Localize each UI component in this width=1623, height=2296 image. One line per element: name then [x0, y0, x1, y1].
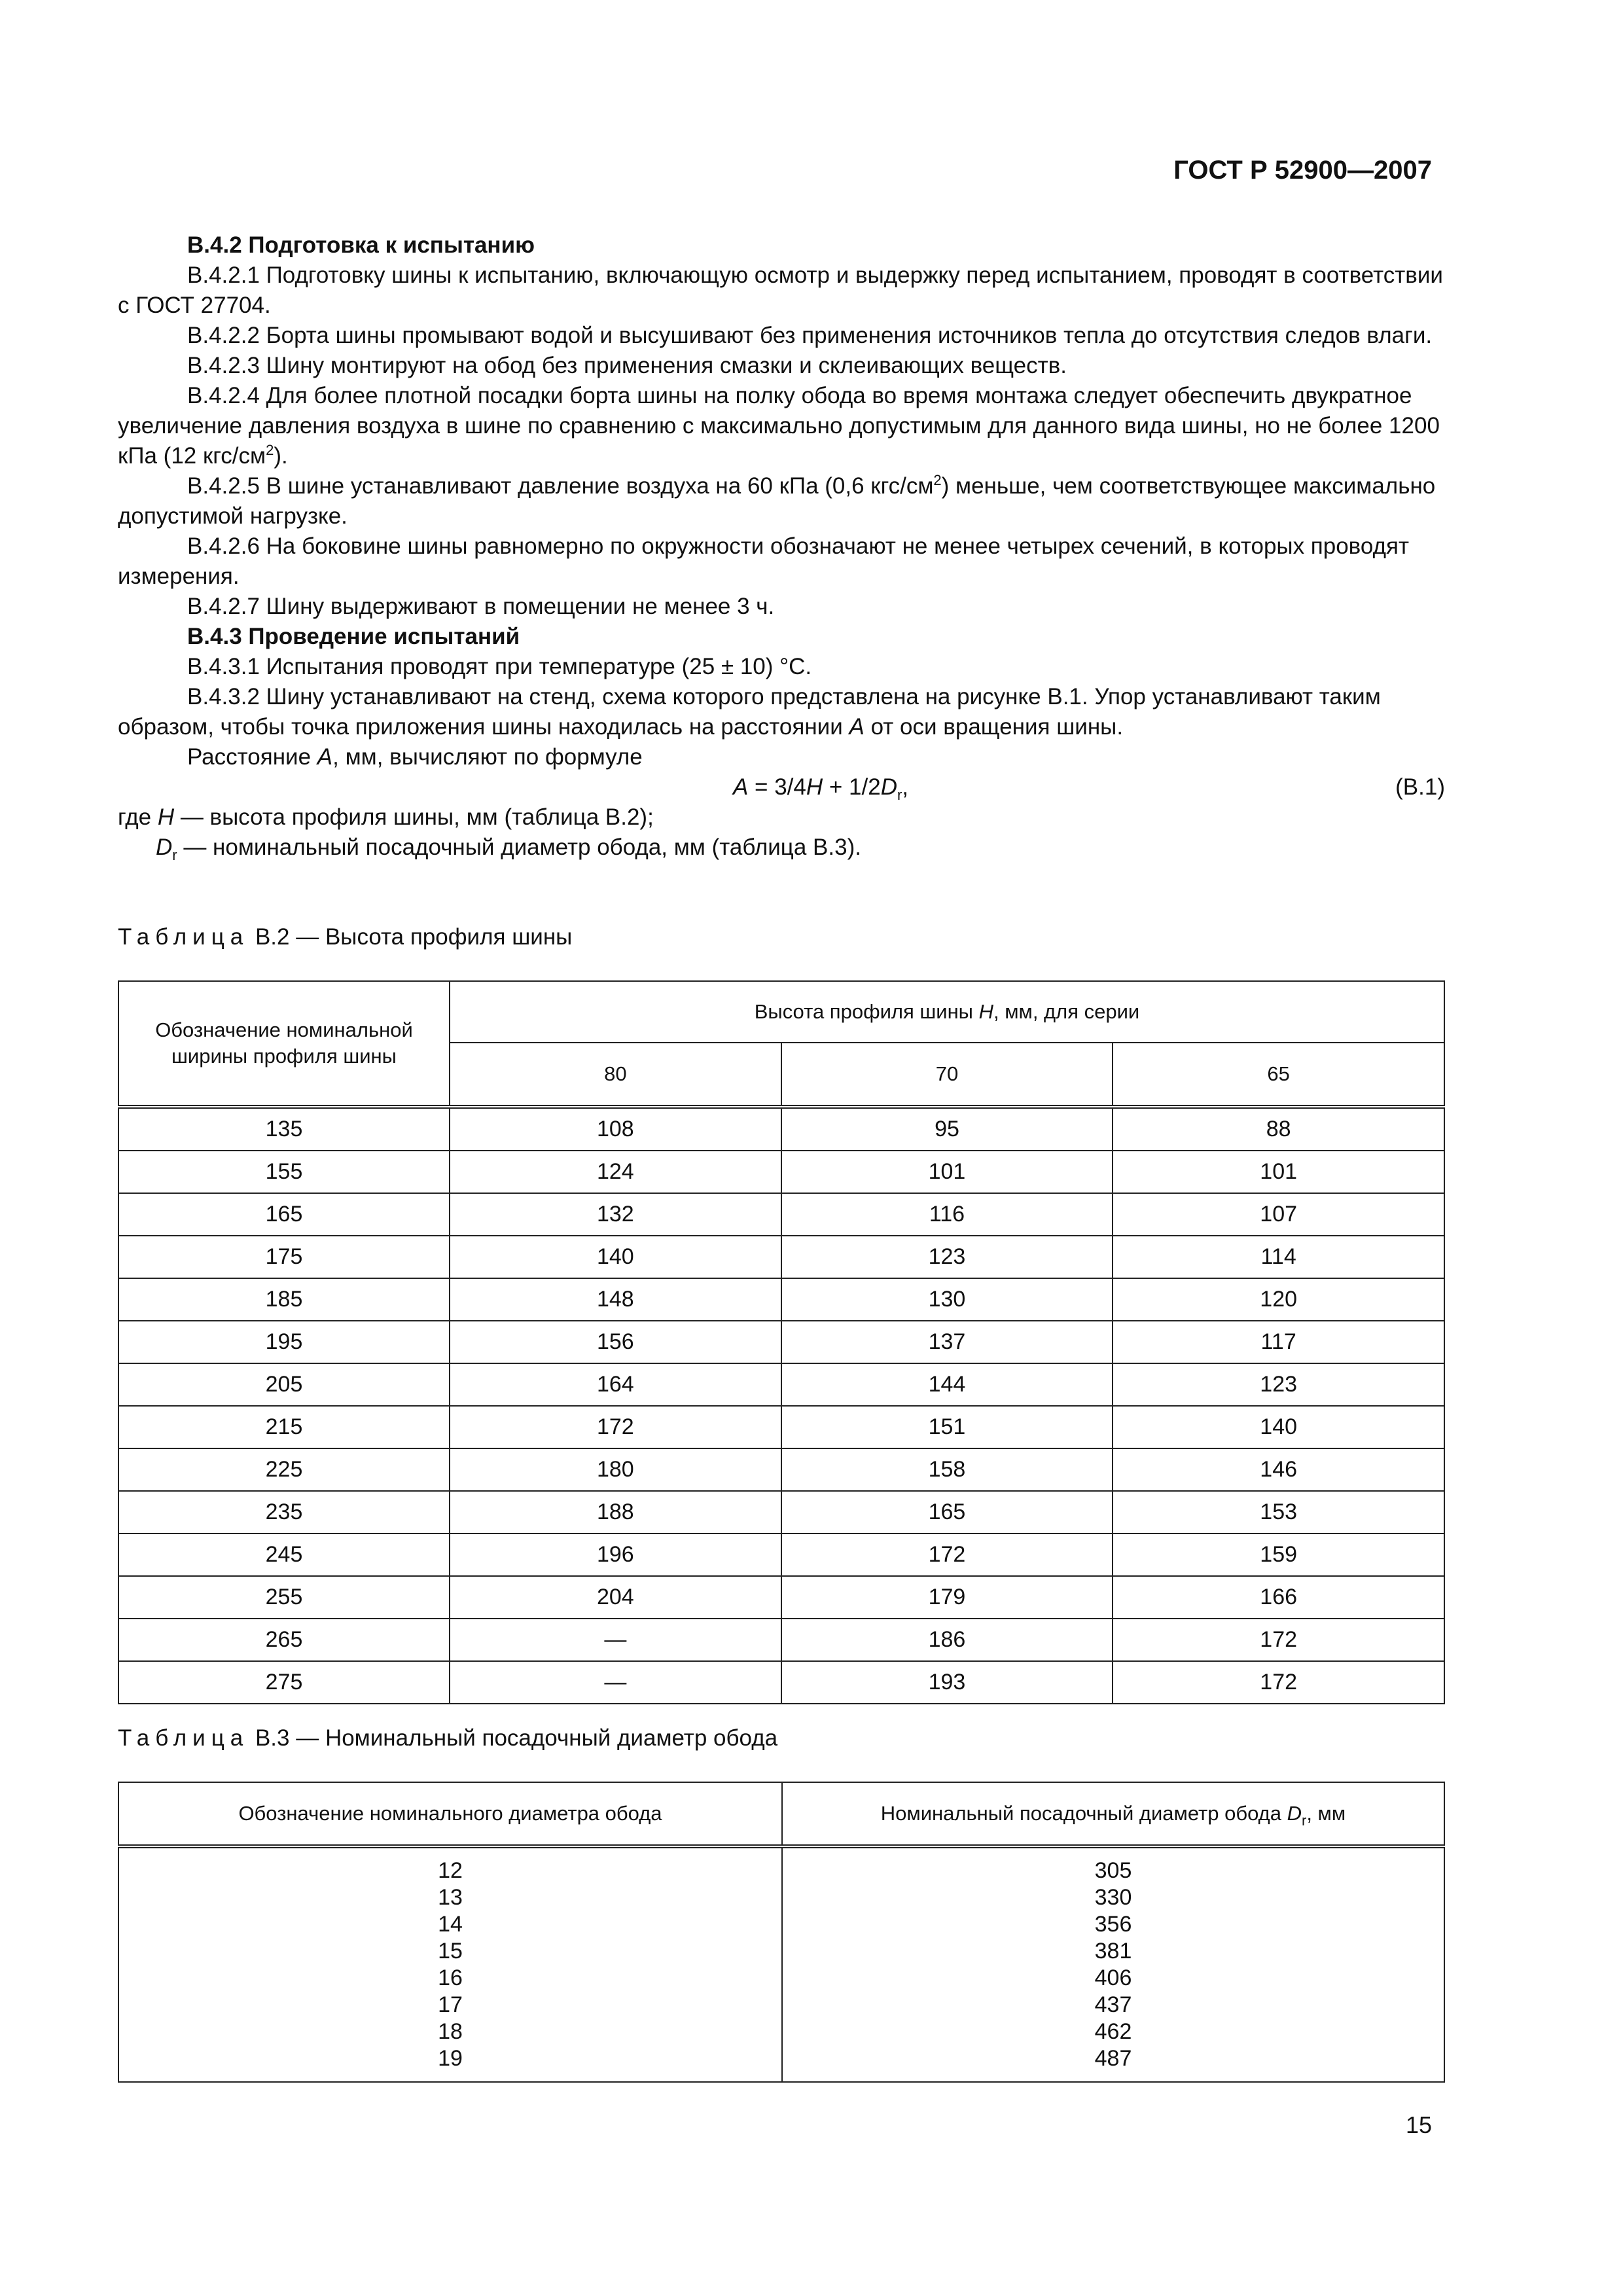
body-text [118, 230, 1445, 863]
table-cell: 166 [1113, 1576, 1444, 1619]
table-label: Таблица [118, 1725, 249, 1751]
paragraph-b425 [118, 471, 1445, 531]
table2-header-height [450, 981, 1444, 1043]
paragraph-b422: В.4.2.2 Борта шины промывают водой и высушивают без применения источников тепла до отсутствия следов влаги. [187, 323, 1433, 348]
table-cell: 172 [781, 1534, 1113, 1576]
paragraph-b425-end: ) меньше, чем соответствующее максимально допустимой нагрузке. [118, 473, 1436, 529]
variable: А [317, 744, 333, 770]
table-row [118, 1661, 1444, 1704]
table-cell: 179 [781, 1576, 1113, 1619]
table-cell: 245 [118, 1534, 450, 1576]
table2-header-width: Обозначение номинальной ширины профиля шины [118, 981, 450, 1107]
table-cell: 165 [118, 1193, 450, 1236]
table-cell: 114 [1113, 1236, 1444, 1278]
table-label: Таблица [118, 924, 249, 950]
table-cell: 196 [450, 1534, 781, 1576]
table-row [118, 1363, 1444, 1406]
variable: D [156, 834, 173, 860]
superscript: 2 [266, 442, 274, 458]
table3-designations: 12 13 14 15 16 17 18 19 [118, 1846, 782, 2082]
paragraph-b432 [118, 682, 1445, 742]
table-row [118, 1619, 1444, 1661]
table3-header-diameter [782, 1782, 1444, 1846]
paragraph-b432-end: от оси вращения шины. [864, 714, 1124, 740]
superscript: 2 [933, 472, 942, 488]
formula-number: (В.1) [1395, 774, 1445, 800]
formula-b1 [118, 772, 1445, 802]
table-cell: 132 [450, 1193, 781, 1236]
table-row [118, 1491, 1444, 1534]
table-cell: 215 [118, 1406, 450, 1448]
table-row [118, 1236, 1444, 1278]
table-cell: 159 [1113, 1534, 1444, 1576]
table2-caption [118, 924, 572, 950]
table-cell: 265 [118, 1619, 450, 1661]
table-cell: 185 [118, 1278, 450, 1321]
table-cell: 108 [450, 1107, 781, 1151]
table-cell: — [450, 1619, 781, 1661]
table-cell: 101 [781, 1151, 1113, 1193]
table3-caption [118, 1725, 777, 1751]
table3-diameters: 305 330 356 381 406 437 462 487 [782, 1846, 1444, 2082]
table-cell: 255 [118, 1576, 450, 1619]
table2-body [118, 1107, 1444, 1704]
page-number: 15 [1405, 2111, 1432, 2138]
subscript: r [1302, 1812, 1307, 1829]
table-row [118, 1193, 1444, 1236]
formula-var-h: Н [806, 774, 823, 800]
table-cell: 180 [450, 1448, 781, 1491]
table2-header-series-70: 70 [781, 1043, 1113, 1107]
table-cell: 146 [1113, 1448, 1444, 1491]
formula-part: , [902, 774, 909, 800]
table-cell: 123 [781, 1236, 1113, 1278]
paragraph-b431: В.4.3.1 Испытания проводят при температуре (25 ± 10) °С. [187, 654, 812, 679]
table-row [118, 1321, 1444, 1363]
table-row [118, 1406, 1444, 1448]
formula-lhs: А [732, 774, 749, 800]
table-row [118, 1576, 1444, 1619]
table-cell: 120 [1113, 1278, 1444, 1321]
table-row [118, 1846, 1444, 2082]
table-cell: 158 [781, 1448, 1113, 1491]
table-cell: 275 [118, 1661, 450, 1704]
table-cell: 140 [450, 1236, 781, 1278]
table-cell: 225 [118, 1448, 450, 1491]
table2-header-series-80: 80 [450, 1043, 781, 1107]
subscript: r [897, 787, 902, 803]
paragraph-b423: В.4.2.3 Шину монтируют на обод без применения смазки и склеивающих веществ. [187, 353, 1067, 378]
header-text: Высота профиля шины [754, 1000, 979, 1023]
header-text: , мм [1306, 1802, 1346, 1825]
table-cell: 135 [118, 1107, 450, 1151]
table-cell: 175 [118, 1236, 450, 1278]
table-cell: 165 [781, 1491, 1113, 1534]
table-cell: 172 [1113, 1619, 1444, 1661]
table-cell: 205 [118, 1363, 450, 1406]
table-cell: 144 [781, 1363, 1113, 1406]
table-row [118, 1151, 1444, 1193]
table-cell: 155 [118, 1151, 450, 1193]
paragraph-distance-text: Расстояние [187, 744, 317, 770]
table3-header-designation: Обозначение номинального диаметра обода [118, 1782, 782, 1846]
table-cell: 156 [450, 1321, 781, 1363]
paragraph-b424 [118, 381, 1445, 471]
table-caption-text: В.2 — Высота профиля шины [249, 924, 573, 950]
table-cell: 193 [781, 1661, 1113, 1704]
variable: Н [157, 804, 175, 830]
table-cell: 137 [781, 1321, 1113, 1363]
table-cell: 164 [450, 1363, 781, 1406]
section-heading-b43: В.4.3 Проведение испытаний [187, 624, 520, 649]
formula-legend-d [118, 833, 1445, 863]
variable: А [849, 714, 865, 740]
table-row [118, 1278, 1444, 1321]
table-cell: 186 [781, 1619, 1113, 1661]
table-cell: 172 [450, 1406, 781, 1448]
paragraph-b424-text: В.4.2.4 Для более плотной посадки борта шины на полку обода во время монтажа следует обеспечить двукратное увеличение давления воздуха в шине по сравнению с максимально допустимым для данного вида шины, но не более 1200 кПа (12 кгс/см [118, 383, 1440, 469]
document-code: ГОСТ Р 52900—2007 [1173, 156, 1432, 185]
header-text: , мм, для серии [993, 1000, 1140, 1023]
table-cell: 107 [1113, 1193, 1444, 1236]
table-cell: — [450, 1661, 781, 1704]
table-cell: 204 [450, 1576, 781, 1619]
table-cell: 130 [781, 1278, 1113, 1321]
section-heading-b42: В.4.2 Подготовка к испытанию [187, 232, 535, 258]
table-cell: 123 [1113, 1363, 1444, 1406]
table-cell: 124 [450, 1151, 781, 1193]
table-rim-diameter [118, 1782, 1445, 2083]
table-row [118, 1107, 1444, 1151]
table-cell: 95 [781, 1107, 1113, 1151]
paragraph-distance-end: , мм, вычисляют по формуле [332, 744, 643, 770]
table-cell: 116 [781, 1193, 1113, 1236]
table-cell: 101 [1113, 1151, 1444, 1193]
paragraph-b424-end: ). [274, 443, 288, 469]
table-cell: 195 [118, 1321, 450, 1363]
table-cell: 148 [450, 1278, 781, 1321]
table-cell: 88 [1113, 1107, 1444, 1151]
table-row [118, 1448, 1444, 1491]
formula-var-d: D [880, 774, 897, 800]
table-cell: 117 [1113, 1321, 1444, 1363]
table-cell: 153 [1113, 1491, 1444, 1534]
variable: Н [978, 1000, 993, 1023]
paragraph-b421: В.4.2.1 Подготовку шины к испытанию, включающую осмотр и выдержку перед испытанием, проводят в соответствии с ГОСТ 27704. [118, 262, 1443, 318]
paragraph-distance [118, 742, 1445, 772]
paragraph-b426: В.4.2.6 На боковине шины равномерно по окружности обозначают не менее четырех сечений, в которых проводят измерения. [118, 533, 1409, 589]
table-tire-profile-height [118, 980, 1445, 1704]
subscript: r [172, 847, 177, 863]
table-cell: 140 [1113, 1406, 1444, 1448]
legend-text: где [118, 804, 158, 830]
formula-legend-h [118, 802, 1445, 833]
table-cell: 172 [1113, 1661, 1444, 1704]
legend-text: — высота профиля шины, мм (таблица В.2); [174, 804, 654, 830]
table-row [118, 1534, 1444, 1576]
legend-text: — номинальный посадочный диаметр обода, мм (таблица В.3). [177, 834, 861, 860]
header-text: Номинальный посадочный диаметр обода [880, 1802, 1287, 1825]
variable: D [1287, 1802, 1302, 1825]
table-cell: 151 [781, 1406, 1113, 1448]
paragraph-b427: В.4.2.7 Шину выдерживают в помещении не менее 3 ч. [187, 594, 775, 619]
table-cell: 235 [118, 1491, 450, 1534]
table2-header-series-65: 65 [1113, 1043, 1444, 1107]
paragraph-b432-text: В.4.3.2 Шину устанавливают на стенд, схема которого представлена на рисунке В.1. Упор устанавливают таким образом, чтобы точка приложения шины находилась на расстоянии [118, 684, 1381, 740]
paragraph-b425-text: В.4.2.5 В шине устанавливают давление воздуха на 60 кПа (0,6 кгс/см [187, 473, 934, 499]
formula-part: + 1/2 [823, 774, 881, 800]
table-cell: 188 [450, 1491, 781, 1534]
formula-part: = 3/4 [748, 774, 806, 800]
table-caption-text: В.3 — Номинальный посадочный диаметр обода [249, 1725, 778, 1751]
